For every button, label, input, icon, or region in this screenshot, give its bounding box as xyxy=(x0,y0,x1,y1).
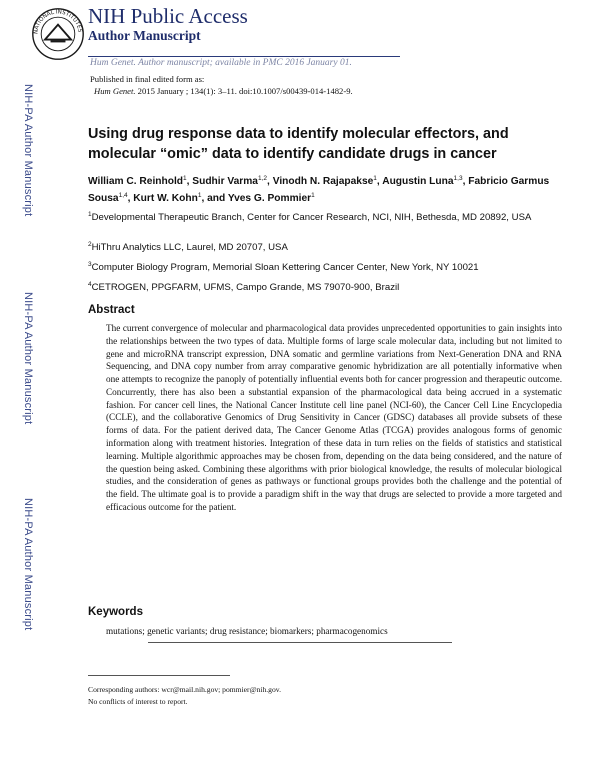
nih-seal-logo xyxy=(30,6,86,62)
author-affiliation-ref: 1 xyxy=(373,175,377,182)
abstract-body xyxy=(106,322,562,514)
sidebar-label-3: NIH-PA Author Manuscript xyxy=(22,498,34,631)
affiliation-3 xyxy=(88,258,568,274)
availability-note xyxy=(90,58,352,68)
author-name: William C. Reinhold xyxy=(88,176,183,187)
author-list xyxy=(88,172,568,206)
aff-num: 3 xyxy=(88,261,92,268)
aff-num: 4 xyxy=(88,281,92,288)
footnote-divider xyxy=(88,675,230,676)
author-name: Yves G. Pommier xyxy=(227,193,312,204)
author-separator: , xyxy=(376,176,383,187)
author-name: Kurt W. Kohn xyxy=(133,193,198,204)
corresponding-authors: Corresponding authors: wcr@mail.nih.gov; pommier@nih.gov. xyxy=(88,685,281,694)
header-divider xyxy=(88,56,400,57)
author-separator: , and xyxy=(201,193,228,204)
published-label: Published in final edited form as: xyxy=(90,74,205,84)
author-separator: , xyxy=(267,176,273,187)
nih-header xyxy=(88,4,580,44)
abstract-text: The current convergence of molecular and pharmacological data provides unprecedented opportunities to gain insights into the relationships between the two types of data. Multiple forms of large scale molecular data, including but not limited to gene and microRNA transcript expression, DNA somatic and germline variations from Next-Generation DNA and RNA Sequencing, and DNA copy number from array comparative genomic hybridization are all potentially informative when one attempts to recognize the panoply of potentially influential events both for cancer progression and therapeutic outcome. Concurrently, there has also been a substantial expansion of the pharmacological data being accrued in a systematic fashion. For cancer cell lines, the National Cancer Institute cell line panel (NCI-60), the Cancer Cell Line Encyclopedia (CCLE), and the collaborative Genomics of Drug Sensitivity in Cancer (GDSC) databases all provide subsets of these forms of data. For the patient derived data, The Cancer Genome Atlas (TCGA) provides analogous forms of genomic information along with treatment histories. Integration of these data in turn relies on the fields of statistics and statistical learning. Multiple algorithmic approaches may be chosen from, depending on the data being considered, and the nature of the question being asked. Combining these algorithms with prior biological knowledge, the results of molecular biological studies, and the consideration of genes as pathways or functional groups provides both the challenge and the potential of the field. The ultimate goal is to provide a paradigm shift in the way that drugs are selected to provide a more targeted and efficacious outcome for the patient. xyxy=(106,323,562,512)
author-name: Augustin Luna xyxy=(382,176,454,187)
aff-text: Computer Biology Program, Memorial Sloan Kettering Cancer Center, New York, NY 10021 xyxy=(91,262,479,273)
citation-journal: Hum Genet. xyxy=(94,86,136,96)
svg-text:NATIONAL INSTITUTES: NATIONAL INSTITUTES xyxy=(33,9,83,35)
author-name: Fabricio Garmus Sousa xyxy=(88,176,550,204)
article-title: Using drug response data to identify molecular effectors, and molecular “omic” data to identify candidate drugs in cancer xyxy=(88,126,509,162)
abstract-heading: Abstract xyxy=(88,304,135,316)
author-affiliation-ref: 1 xyxy=(311,192,315,199)
publication-info xyxy=(90,73,353,97)
author-name: Sudhir Varma xyxy=(192,176,258,187)
keywords-heading: Keywords xyxy=(88,606,143,618)
citation-details: 2015 January ; 134(1): 3–11. doi:10.1007/s00439-014-1482-9. xyxy=(135,86,353,96)
aff-text: CETROGEN, PPGFARM, UFMS, Campo Grande, MS 79070-900, Brazil xyxy=(91,282,400,293)
keywords-divider xyxy=(148,642,452,643)
author-affiliation-ref: 1,2 xyxy=(257,175,268,182)
author-affiliation-ref: 1 xyxy=(183,175,187,182)
aff-text: HiThru Analytics LLC, Laurel, MD 20707, USA xyxy=(91,242,288,253)
nih-public-access-title: NIH Public Access xyxy=(88,4,248,28)
conflicts-statement: No conflicts of interest to report. xyxy=(88,697,188,706)
citation xyxy=(90,85,353,97)
affiliation-4 xyxy=(88,278,568,294)
author-affiliation-ref: 1,4 xyxy=(118,192,128,199)
sidebar-label-1: NIH-PA Author Manuscript xyxy=(22,84,34,217)
keywords-list: mutations; genetic variants; drug resistance; biomarkers; pharmacogenomics xyxy=(106,626,388,636)
note-journal: Hum Genet. xyxy=(90,58,136,68)
author-manuscript-label: Author Manuscript xyxy=(88,28,201,43)
affiliation-1 xyxy=(88,208,568,224)
author-separator: , xyxy=(186,176,193,187)
author-name: Vinodh N. Rajapakse xyxy=(272,176,374,187)
sidebar-label-2: NIH-PA Author Manuscript xyxy=(22,292,34,425)
author-separator: , xyxy=(462,176,469,187)
note-availability: Author manuscript; available in PMC 2016 January 01. xyxy=(135,58,352,68)
author-affiliation-ref: 1,3 xyxy=(453,175,463,182)
footnotes xyxy=(88,684,281,708)
author-separator: , xyxy=(127,193,134,204)
author-affiliation-ref: 1 xyxy=(197,192,202,199)
aff-text: Developmental Therapeutic Branch, Center for Cancer Research, NCI, NIH, Bethesda, MD 20892, USA xyxy=(91,212,532,223)
aff-num: 1 xyxy=(88,211,92,218)
aff-num: 2 xyxy=(88,241,92,248)
affiliation-2 xyxy=(88,238,568,254)
